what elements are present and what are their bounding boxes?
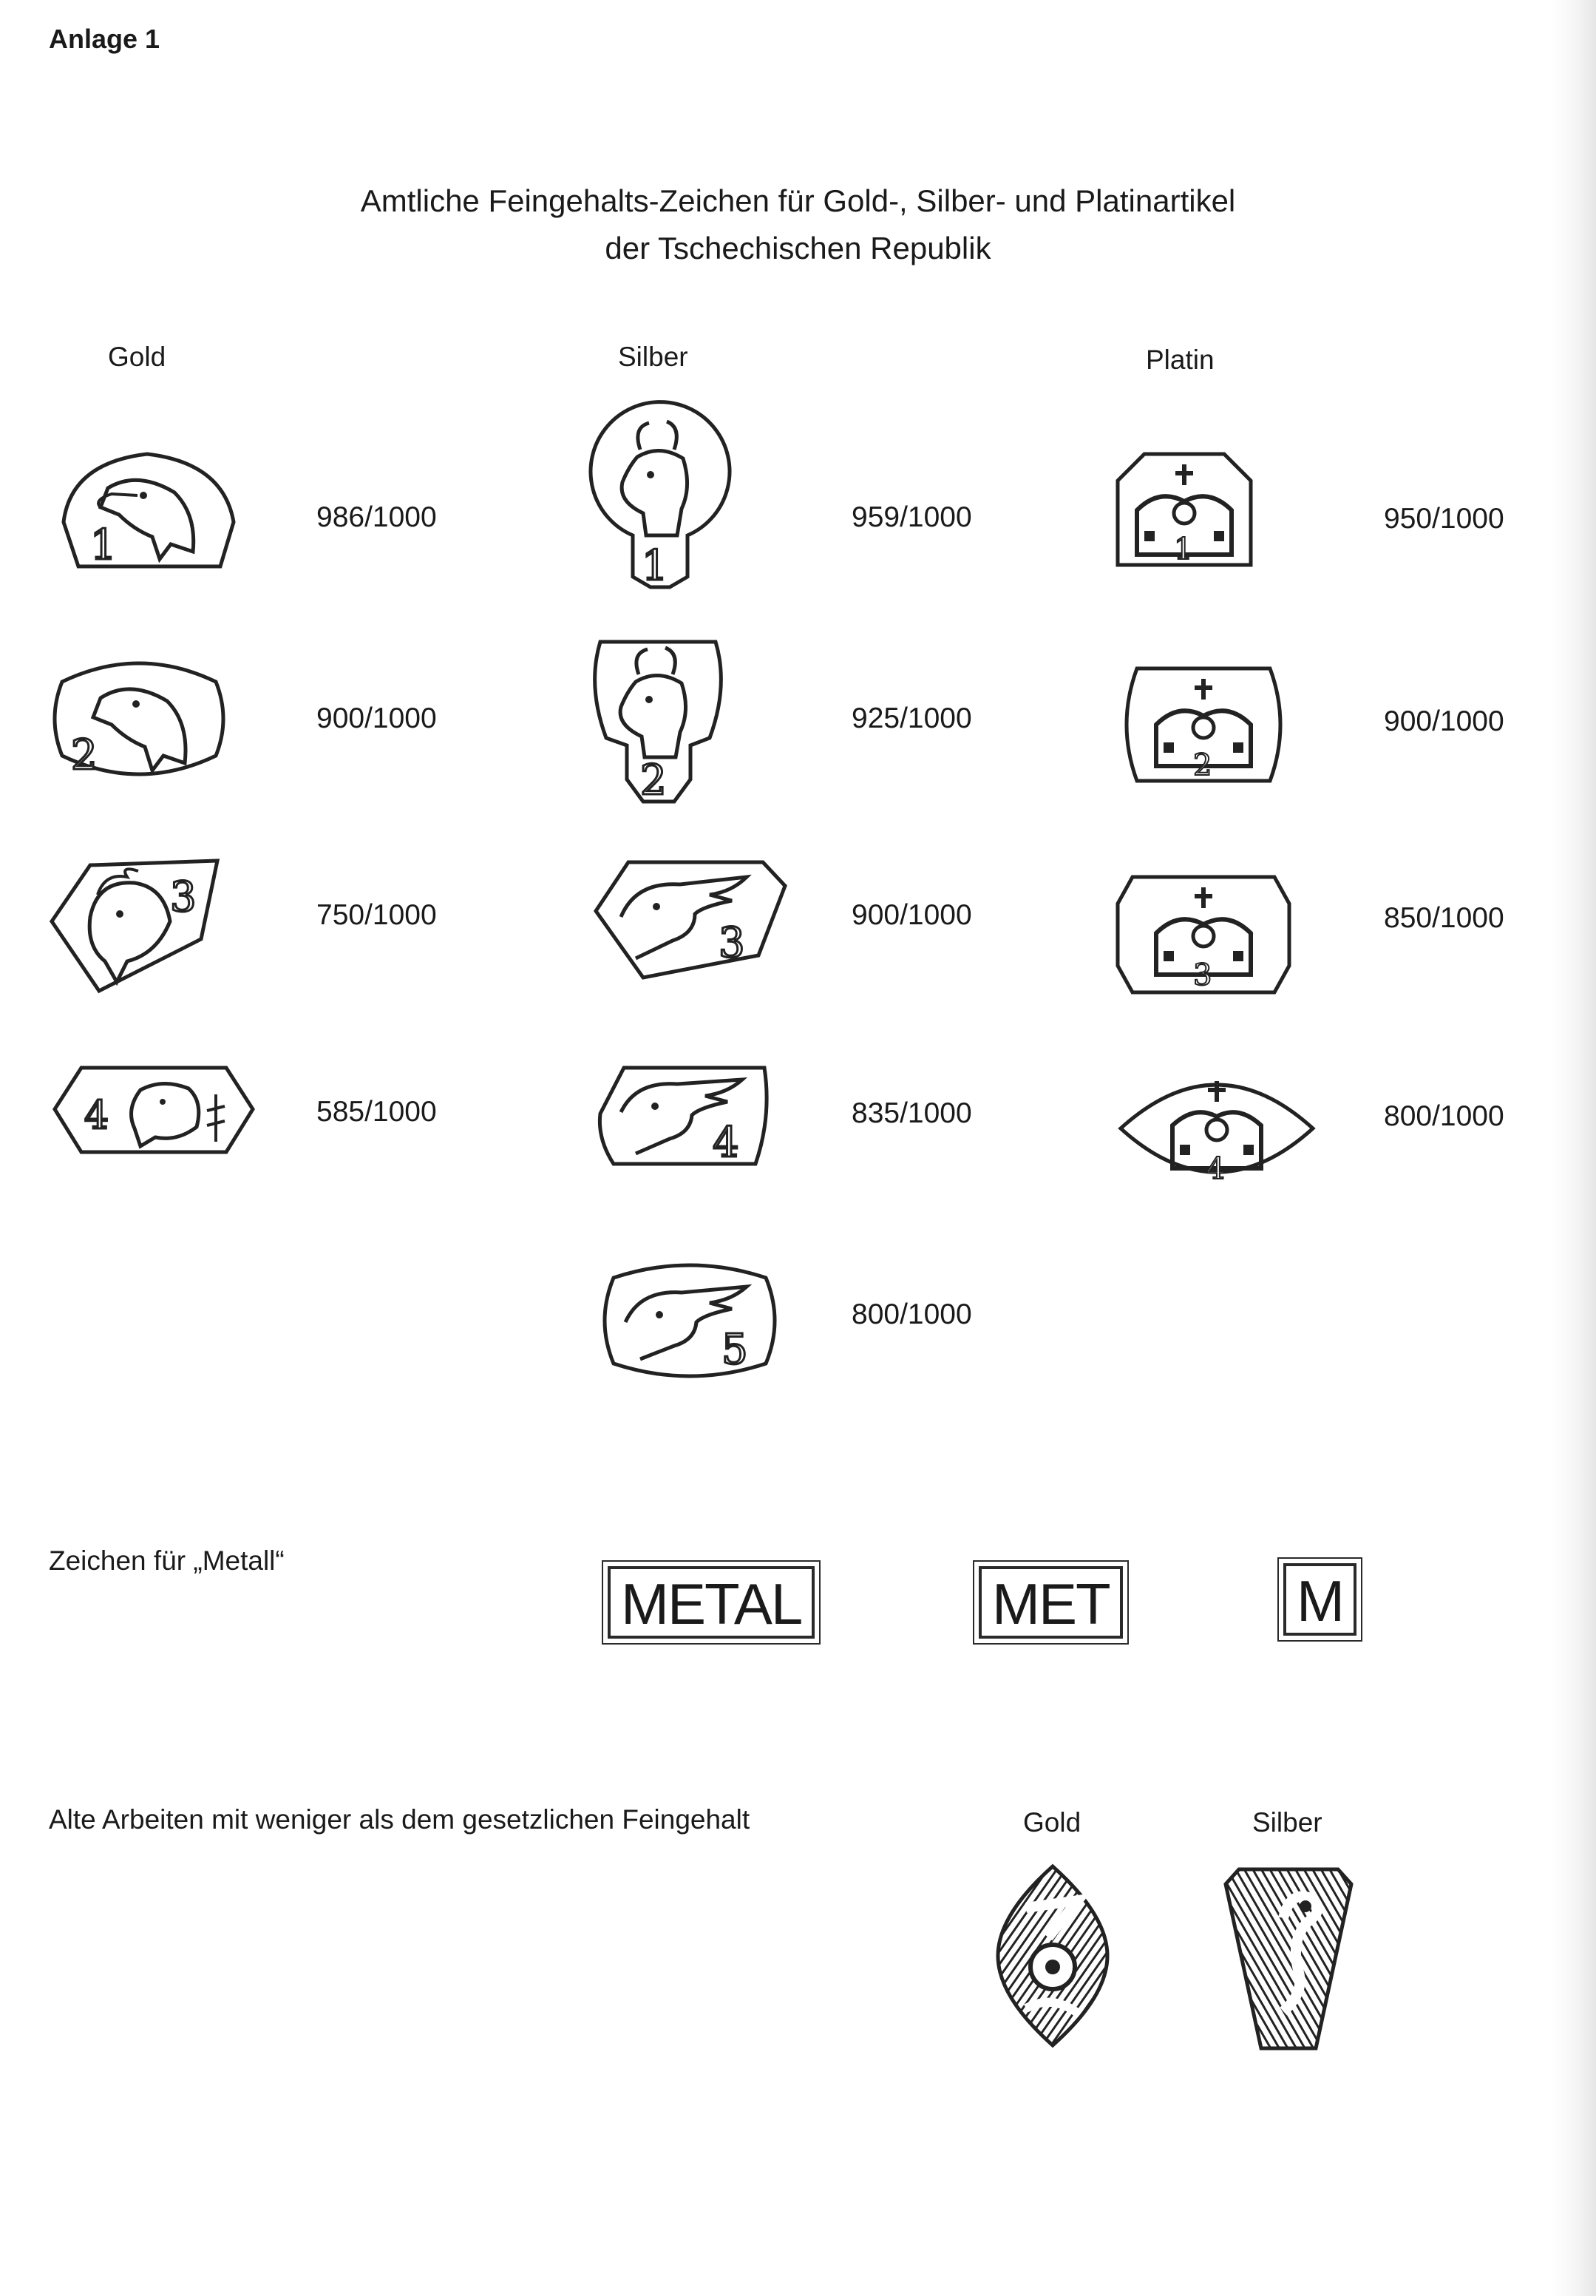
svg-text:1: 1 — [1174, 532, 1193, 566]
silver-mark-1 — [588, 405, 732, 590]
svg-text:3: 3 — [719, 919, 745, 967]
old-gold-mark — [996, 1863, 1109, 2048]
gold-mark-2 — [49, 652, 229, 782]
metal-mark-label: Zeichen für „Metall“ — [49, 1545, 285, 1576]
hare-head-icon — [599, 1263, 781, 1378]
svg-text:3: 3 — [1193, 958, 1212, 992]
annex-label: Anlage 1 — [49, 24, 160, 54]
gold-fineness-4: 585/1000 — [316, 1096, 437, 1128]
silver-fineness-3: 900/1000 — [852, 899, 972, 931]
eagle-head-icon — [49, 652, 229, 782]
silver-fineness-4: 835/1000 — [852, 1097, 972, 1129]
platinum-mark-4 — [1118, 1071, 1316, 1186]
scan-edge-shading — [1552, 0, 1596, 2296]
svg-text:2: 2 — [71, 731, 98, 779]
silver-fineness-5: 800/1000 — [852, 1298, 972, 1330]
crown-icon — [1118, 1071, 1316, 1186]
svg-text:2: 2 — [1193, 748, 1212, 782]
svg-text:4: 4 — [84, 1094, 109, 1138]
silver-fineness-1: 959/1000 — [852, 501, 972, 533]
silver-column-heading: Silber — [618, 342, 688, 372]
platinum-fineness-4: 800/1000 — [1384, 1100, 1504, 1132]
svg-text:3: 3 — [170, 873, 197, 921]
gold-fineness-2: 900/1000 — [316, 702, 437, 734]
metal-stamp-full: METAL — [608, 1566, 815, 1639]
hatched-swan-icon — [1224, 1866, 1353, 2051]
silver-fineness-2: 925/1000 — [852, 702, 972, 734]
silver-mark-4 — [594, 1065, 770, 1168]
svg-text:1: 1 — [642, 542, 668, 590]
page-title-line-1: Amtliche Feingehalts-Zeichen für Gold-, Silber- und Platinartikel — [360, 183, 1236, 218]
old-works-silver-heading: Silber — [1252, 1807, 1322, 1838]
hare-head-icon — [591, 859, 787, 979]
platinum-fineness-3: 850/1000 — [1384, 902, 1504, 934]
old-silver-mark — [1224, 1866, 1353, 2051]
goat-head-icon — [585, 627, 730, 805]
platinum-column-heading: Platin — [1146, 345, 1215, 375]
gold-mark-1 — [49, 448, 245, 574]
svg-text:2: 2 — [640, 756, 667, 805]
platinum-mark-2 — [1115, 666, 1292, 784]
hare-head-icon — [594, 1065, 770, 1168]
crown-icon — [1115, 451, 1254, 569]
page-title-line-2: der Tschechischen Republik — [605, 231, 991, 265]
gold-mark-4 — [52, 1065, 256, 1157]
metal-stamp-abbrev: MET — [979, 1566, 1123, 1639]
silver-mark-3 — [591, 859, 787, 979]
eagle-head-icon — [49, 448, 245, 574]
platinum-mark-1 — [1115, 451, 1254, 569]
bird-with-branch-icon — [52, 1065, 256, 1157]
old-works-label: Alte Arbeiten mit weniger als dem gesetzlichen Feingehalt — [49, 1804, 750, 1835]
gold-fineness-3: 750/1000 — [316, 899, 437, 931]
crown-icon — [1115, 666, 1292, 784]
silver-mark-2 — [585, 627, 730, 805]
platinum-fineness-1: 950/1000 — [1384, 503, 1504, 535]
svg-text:4: 4 — [1206, 1152, 1226, 1186]
hatched-star-icon — [996, 1863, 1109, 2048]
crown-icon — [1115, 874, 1292, 995]
svg-text:1: 1 — [90, 521, 117, 569]
gold-mark-3 — [46, 850, 229, 995]
platinum-fineness-2: 900/1000 — [1384, 705, 1504, 737]
svg-text:4: 4 — [713, 1119, 739, 1167]
svg-text:5: 5 — [721, 1326, 748, 1374]
goat-head-icon — [588, 405, 732, 590]
rooster-head-icon — [46, 850, 229, 995]
silver-mark-5 — [599, 1263, 781, 1378]
old-works-gold-heading: Gold — [1023, 1807, 1081, 1838]
gold-column-heading: Gold — [108, 342, 166, 372]
gold-fineness-1: 986/1000 — [316, 501, 437, 533]
metal-stamp-letter: M — [1283, 1563, 1356, 1636]
platinum-mark-3 — [1115, 874, 1292, 995]
